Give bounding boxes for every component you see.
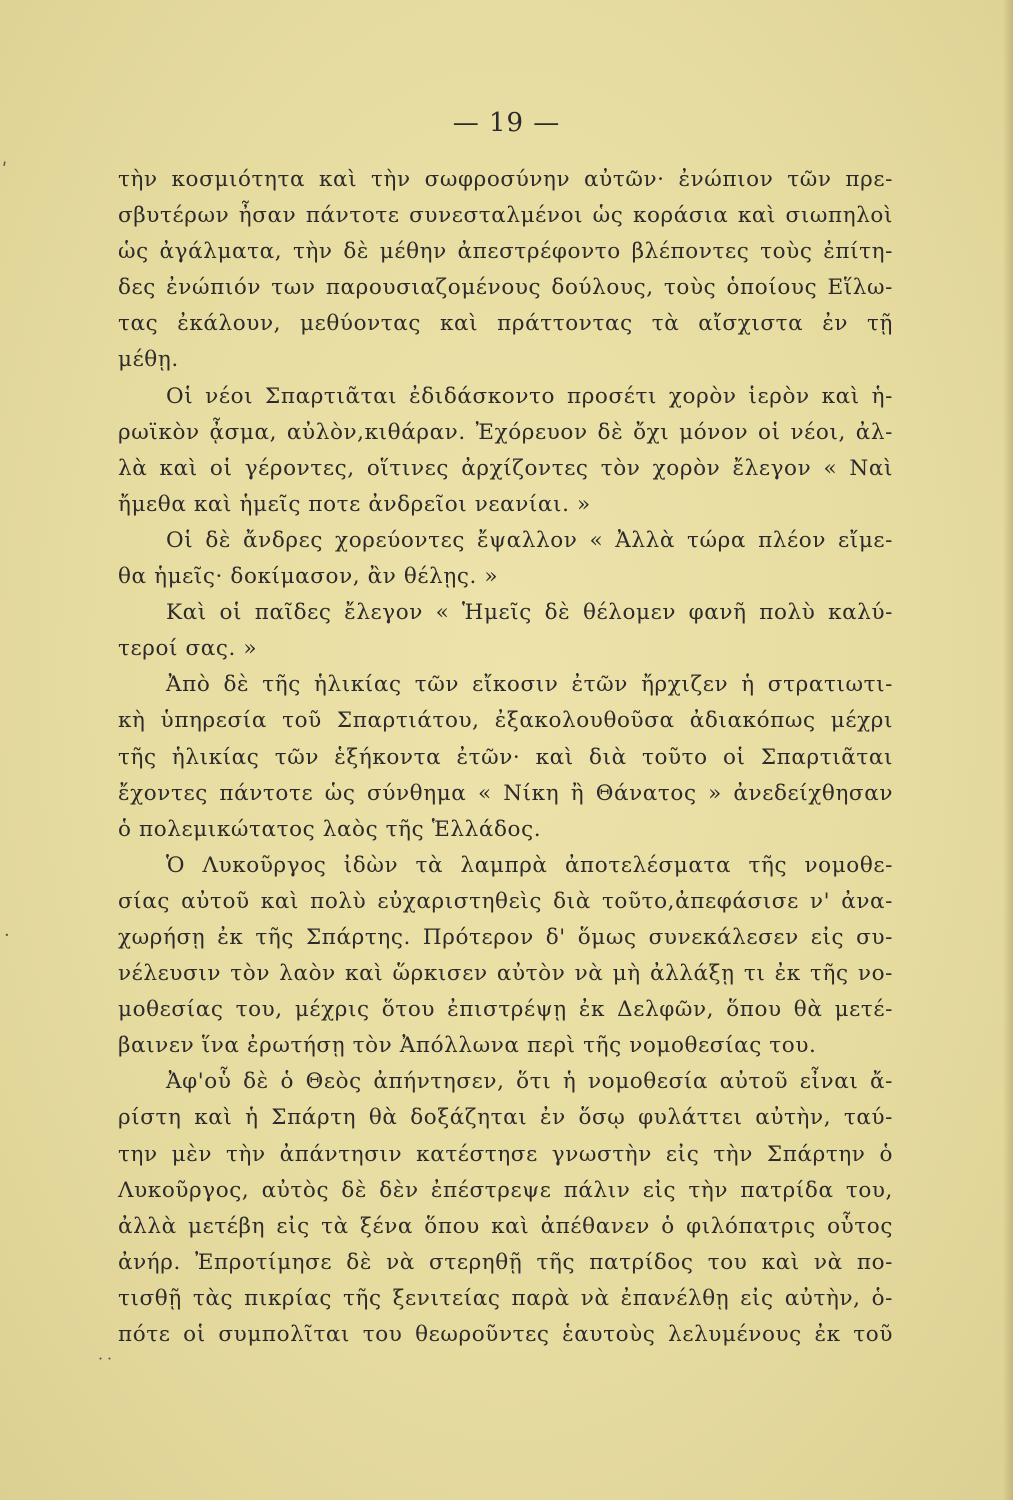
page-edge-shadow — [1003, 0, 1013, 1500]
text-line: σβυτέρων ἦσαν πάντοτε συνεσταλμένοι ὡς κοράσια καὶ σιωπηλοὶ — [118, 203, 893, 229]
text-line: δες ἐνώπιόν των παρουσιαζομένους δούλους, τοὺς ὁποίους Εἵλω- — [118, 275, 893, 301]
text-line: ρωϊκὸν ᾆσμα, αὐλὸν,κιθάραν. Ἐχόρευον δὲ ὄχι μόνον οἱ νέοι, ἀλ- — [118, 419, 893, 445]
text-line: θα ἡμεῖς· δοκίμασον, ἂν θέλῃς. » — [118, 564, 499, 590]
paragraph-start: Ἀφ'οὗ δὲ ὁ Θεὸς ἀπήντησεν, ὅτι ἡ νομοθεσία αὐτοῦ εἶναι ἄ- — [166, 1069, 893, 1095]
text-line: τισθῇ τὰς πικρίας τῆς ξενιτείας παρὰ νὰ ἐπανέλθῃ εἰς αὐτὴν, ὁ- — [118, 1285, 893, 1311]
text-line: μέθῃ. — [118, 347, 179, 373]
margin-mark: ˙˙ — [96, 1355, 114, 1376]
text-line: σίας αὐτοῦ καὶ πολὺ εὐχαριστηθεὶς διὰ τοῦτο,ἀπεφάσισε ν' ἀνα- — [118, 888, 893, 914]
paragraph-start: Οἱ δὲ ἄνδρες χορεύοντες ἔψαλλον « Ἀλλὰ τώρα πλέον εἴμε- — [166, 527, 893, 553]
text-line: βαινεν ἵνα ἐρωτήσῃ τὸν Ἀπόλλωνα περὶ τῆς νομοθεσίας του. — [118, 1033, 817, 1059]
text-line: μοθεσίας του, μέχρις ὅτου ἐπιστρέψῃ ἐκ Δελφῶν, ὅπου θὰ μετέ- — [118, 997, 893, 1023]
text-line: Λυκοῦργος, αὐτὸς δὲ δὲν ἐπέστρεψε πάλιν εἰς τὴν πατρίδα του, — [118, 1177, 893, 1203]
text-line: ἀνήρ. Ἐπροτίμησε δὲ νὰ στερηθῇ τῆς πατρίδος του καὶ νὰ πο- — [118, 1249, 893, 1275]
text-line: τὴν κοσμιότητα καὶ τὴν σωφροσύνην αὐτῶν· ἐνώπιον τῶν πρε- — [118, 167, 893, 192]
text-line: ἀλλὰ μετέβη εἰς τὰ ξένα ὅπου καὶ ἀπέθανεν ὁ φιλόπατρις οὗτος — [118, 1213, 893, 1239]
margin-mark: ʹ — [2, 160, 8, 181]
text-line: κὴ ὑπηρεσία τοῦ Σπαρτιάτου, ἐξακολουθοῦσα ἀδιακόπως μέχρι — [118, 708, 893, 734]
text-line: νέλευσιν τὸν λαὸν καὶ ὥρκισεν αὐτὸν νὰ μὴ ἀλλάξῃ τι ἐκ τῆς νο- — [118, 961, 893, 987]
paragraph-start: Ἀπὸ δὲ τῆς ἡλικίας τῶν εἴκοσιν ἐτῶν ἤρχιζεν ἡ στρατιωτι- — [166, 672, 893, 698]
paragraph-start: Οἱ νέοι Σπαρτιᾶται ἐδιδάσκοντο προσέτι χορὸν ἱερὸν καὶ ἡ- — [166, 383, 893, 409]
margin-mark: · — [4, 925, 10, 946]
text-line: ὡς ἀγάλματα, τὴν δὲ μέθην ἀπεστρέφοντο βλέποντες τοὺς ἐπίτη- — [118, 239, 893, 265]
text-line: ὁ πολεμικώτατος λαὸς τῆς Ἑλλάδος. — [118, 816, 542, 842]
body-text — [118, 162, 893, 1353]
text-line: ρίστη καὶ ἡ Σπάρτη θὰ δοξάζηται ἐν ὅσῳ φυλάττει αὐτὴν, ταύ- — [118, 1105, 893, 1131]
text-line: πότε οἱ συμπολῖται του θεωροῦντες ἑαυτοὺς λελυμένους ἐκ τοῦ — [118, 1322, 893, 1347]
text-line: λὰ καὶ οἱ γέροντες, οἵτινες ἀρχίζοντες τὸν χορὸν ἔλεγον « Ναὶ — [118, 455, 893, 481]
text-line: τῆς ἡλικίας τῶν ἑξήκοντα ἐτῶν· καὶ διὰ τοῦτο οἱ Σπαρτιᾶται — [118, 744, 893, 770]
text-line: τας ἐκάλουν, μεθύοντας καὶ πράττοντας τὰ αἴσχιστα ἐν τῇ — [118, 311, 893, 337]
text-line: την μὲν τὴν ἀπάντησιν κατέστησε γνωστὴν εἰς τὴν Σπάρτην ὁ — [118, 1141, 893, 1167]
text-line: τεροί σας. » — [118, 636, 258, 662]
text-line: ἤμεθα καὶ ἡμεῖς ποτε ἀνδρεῖοι νεανίαι. » — [118, 491, 591, 517]
page-number: — 19 — — [452, 108, 561, 138]
paragraph-start: Καὶ οἱ παῖδες ἔλεγον « Ἡμεῖς δὲ θέλομεν φανῆ πολὺ καλύ- — [166, 600, 893, 626]
paragraph-start: Ὁ Λυκοῦργος ἰδὼν τὰ λαμπρὰ ἀποτελέσματα τῆς νομοθε- — [166, 852, 893, 878]
text-line: ἔχοντες πάντοτε ὡς σύνθημα « Νίκη ἢ Θάνατος » ἀνεδείχθησαν — [118, 780, 893, 806]
text-line: χωρήσῃ ἐκ τῆς Σπάρτης. Πρότερον δ' ὅμως συνεκάλεσεν εἰς συ- — [118, 924, 893, 950]
